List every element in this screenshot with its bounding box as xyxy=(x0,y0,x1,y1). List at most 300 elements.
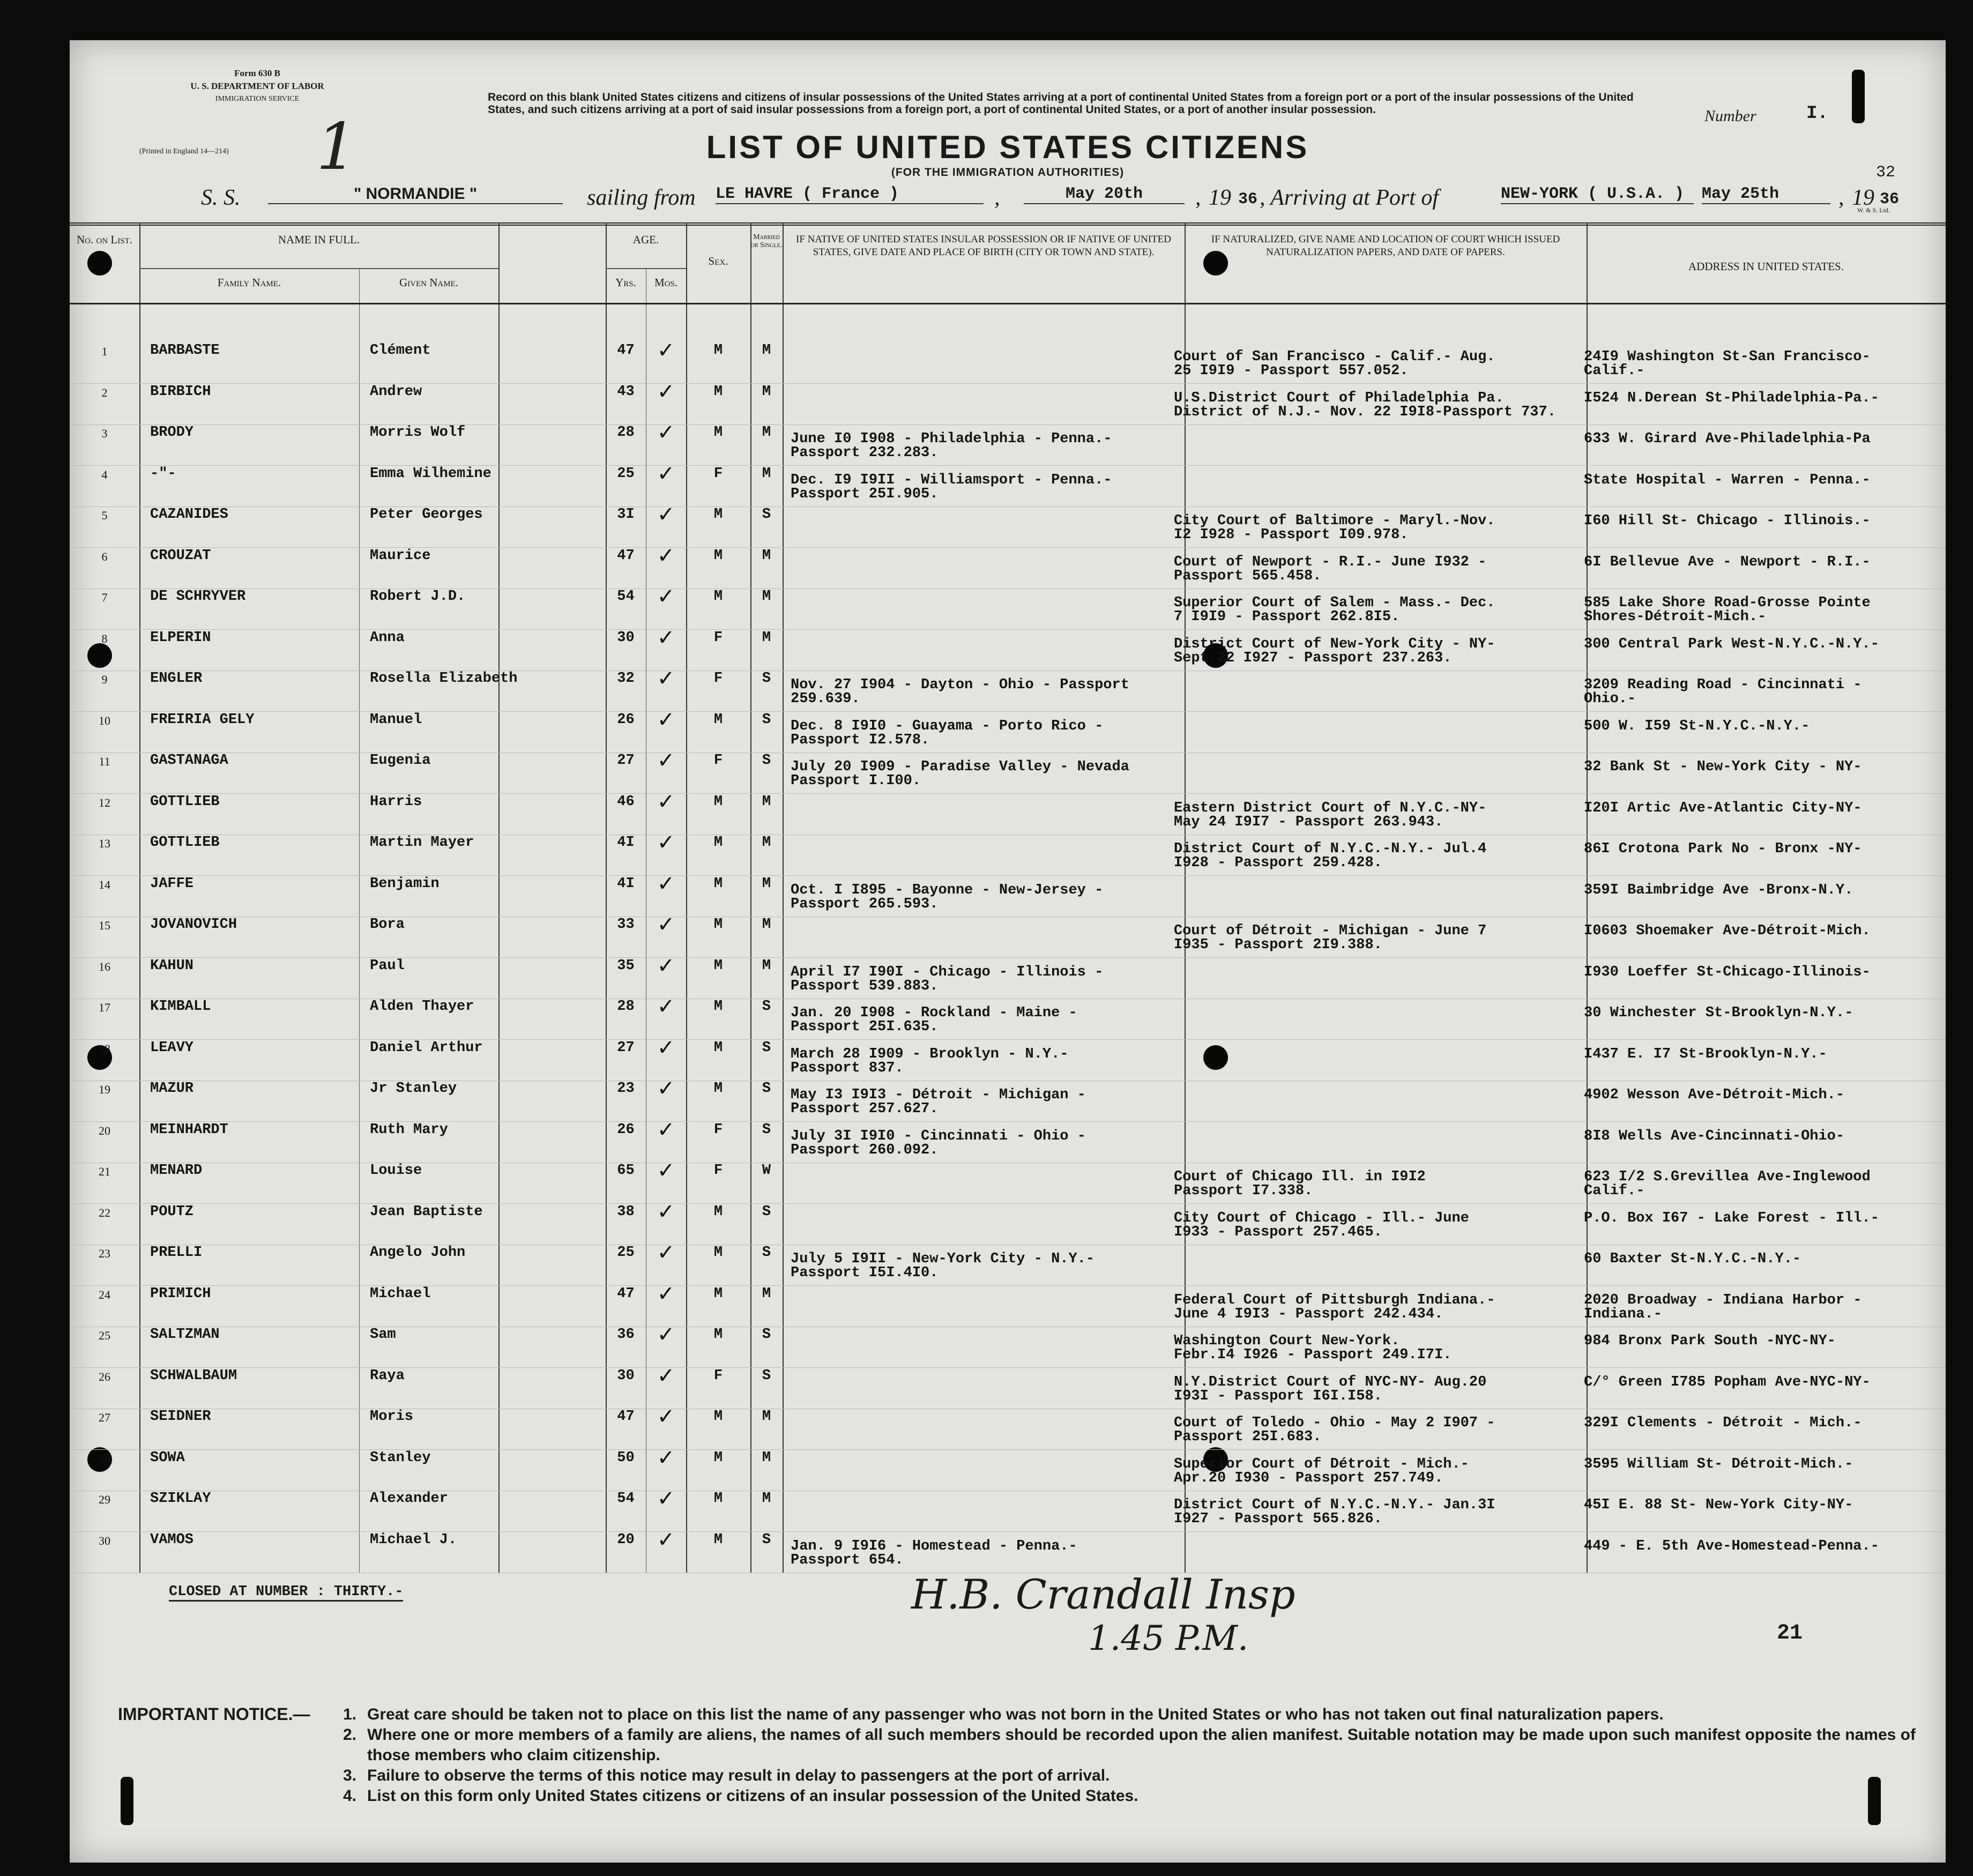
table-row xyxy=(70,1158,1946,1203)
table-row xyxy=(70,1035,1946,1081)
cell-ms: M xyxy=(762,1491,771,1507)
table-row xyxy=(70,871,1946,917)
cell-yrs: 4I xyxy=(617,835,635,851)
cell-birth-line: April I7 I90I - Chicago - Illinois - xyxy=(791,964,1104,980)
cell-mos: ✓ xyxy=(657,543,675,568)
cell-sex: M xyxy=(713,999,723,1015)
cell-birth-line: Passport 260.092. xyxy=(791,1142,939,1158)
cell-ms: M xyxy=(762,957,771,974)
cell-sex: M xyxy=(713,793,723,810)
cell-addr-line: 86I Crotona Park No - Bronx -NY- xyxy=(1584,841,1862,857)
header-given-name: Given Name. xyxy=(399,276,458,289)
year-to: 36 xyxy=(1880,190,1900,209)
cell-family: FREIRIA GELY xyxy=(150,711,255,728)
cell-mos: ✓ xyxy=(657,1527,675,1552)
cell-addr-line: 24I9 Washington St-San Francisco- xyxy=(1584,349,1871,365)
cell-mos: ✓ xyxy=(657,1322,675,1347)
cell-yrs: 33 xyxy=(617,917,635,933)
cell-nat-line: Apr.20 I930 - Passport 257.749. xyxy=(1174,1470,1443,1486)
cell-family: POUTZ xyxy=(150,1203,194,1220)
cell-addr-line: 585 Lake Shore Road-Grosse Pointe xyxy=(1584,595,1871,611)
cell-yrs: 25 xyxy=(617,465,635,482)
cell-nat-line: Court of Détroit - Michigan - June 7 xyxy=(1174,923,1487,939)
cell-family: SALTZMAN xyxy=(150,1327,220,1343)
number-label: Number xyxy=(1704,107,1756,125)
cell-given: Sam xyxy=(370,1327,396,1343)
cell-given: Martin Mayer xyxy=(370,835,474,851)
cell-addr-line: 2020 Broadway - Indiana Harbor - xyxy=(1584,1292,1862,1308)
cell-sex: F xyxy=(713,671,723,687)
cell-sex: M xyxy=(713,1409,723,1425)
cell-no: 1 xyxy=(101,345,108,358)
cell-mos: ✓ xyxy=(657,461,675,486)
cell-sex: F xyxy=(713,1163,723,1179)
cell-given: Daniel Arthur xyxy=(370,1039,483,1056)
cell-family: BRODY xyxy=(150,425,194,441)
cell-yrs: 38 xyxy=(617,1203,635,1220)
cell-mos: ✓ xyxy=(657,1281,675,1306)
cell-ms: M xyxy=(762,835,771,851)
form-number: Form 630 B xyxy=(234,68,280,78)
port-to: NEW-YORK ( U.S.A. ) xyxy=(1501,185,1694,204)
table-row xyxy=(70,748,1946,793)
cell-sex: M xyxy=(713,547,723,564)
cell-mos: ✓ xyxy=(657,994,675,1019)
cell-ms: M xyxy=(762,589,771,605)
cell-family: ENGLER xyxy=(150,671,203,687)
cell-nat-line: June 4 I9I3 - Passport 242.434. xyxy=(1174,1306,1443,1322)
cell-no: 5 xyxy=(101,509,108,522)
cell-ms: M xyxy=(762,1409,771,1425)
cell-sex: F xyxy=(713,1121,723,1138)
cell-nat-line: District Court of N.Y.C.-N.Y.- Jan.3I xyxy=(1174,1497,1495,1513)
cell-yrs: 28 xyxy=(617,999,635,1015)
cell-no: 21 xyxy=(99,1165,110,1178)
table-top-rule xyxy=(70,222,1946,226)
cell-mos: ✓ xyxy=(657,748,675,773)
cell-ms: W xyxy=(762,1163,771,1179)
cell-nat-line: Superior Court of Salem - Mass.- Dec. xyxy=(1174,595,1495,611)
year-prefix-arrival: 19 xyxy=(1852,185,1874,210)
cell-no: 28 xyxy=(99,1451,110,1465)
header-married-single: Married or Single. xyxy=(750,233,783,249)
table-row xyxy=(70,1076,1946,1121)
binder-bar xyxy=(121,1777,133,1825)
header-name-in-full: NAME IN FULL. xyxy=(278,233,360,246)
cell-nat-line: I2 I928 - Passport I09.978. xyxy=(1174,527,1409,543)
table-row xyxy=(70,584,1946,629)
cell-sex: F xyxy=(713,753,723,769)
cell-no: 15 xyxy=(99,919,110,932)
cell-ms: S xyxy=(762,711,771,728)
cell-given: Clément xyxy=(370,343,431,359)
cell-sex: M xyxy=(713,383,723,400)
cell-birth-line: Oct. I I895 - Bayonne - New-Jersey - xyxy=(791,882,1104,898)
year-prefix: 19 xyxy=(1209,185,1231,210)
header-rule xyxy=(139,268,498,269)
header-age: AGE. xyxy=(632,233,659,246)
page-subtitle: (FOR THE IMMIGRATION AUTHORITIES) xyxy=(891,166,1125,178)
cell-family: JAFFE xyxy=(150,875,194,892)
cell-no: 17 xyxy=(99,1001,110,1014)
inspector-signature: H.B. Crandall Insp xyxy=(911,1570,1296,1618)
table-row xyxy=(70,789,1946,835)
cell-sex: M xyxy=(713,1285,723,1302)
cell-no: 16 xyxy=(99,959,110,973)
cell-ms: M xyxy=(762,875,771,892)
cell-nat-line: District Court of N.Y.C.-N.Y.- Jul.4 xyxy=(1174,841,1487,857)
cell-addr-line: State Hospital - Warren - Penna.- xyxy=(1584,472,1871,488)
cell-addr-line: 623 I/2 S.Grevillea Ave-Inglewood xyxy=(1584,1169,1871,1185)
cell-yrs: 23 xyxy=(617,1081,635,1097)
table-row xyxy=(70,912,1946,957)
cell-yrs: 54 xyxy=(617,589,635,605)
cell-given: Paul xyxy=(370,957,405,974)
header-naturalization: IF NATURALIZED, GIVE NAME AND LOCATION OF COURT WHICH ISSUED NATURALIZATION PAPERS, AND DATE OF PAPERS. xyxy=(1211,234,1560,258)
printer-mark: W. & S. Ltd. xyxy=(1857,206,1890,214)
cell-yrs: 27 xyxy=(617,753,635,769)
cell-no: 23 xyxy=(99,1247,110,1260)
cell-addr-line: 32 Bank St - New-York City - NY- xyxy=(1584,759,1862,775)
binder-bar xyxy=(1852,70,1865,123)
cell-ms: S xyxy=(762,999,771,1015)
cell-given: Rosella Elizabeth xyxy=(370,671,518,687)
cell-nat-line: District of N.J.- Nov. 22 I9I8-Passport 737. xyxy=(1174,404,1556,420)
cell-yrs: 35 xyxy=(617,957,635,974)
cell-sex: M xyxy=(713,835,723,851)
cell-birth-line: Passport 25I.905. xyxy=(791,486,939,502)
cell-yrs: 43 xyxy=(617,383,635,400)
ss-label: S. S. xyxy=(201,185,241,210)
cell-ms: M xyxy=(762,547,771,564)
cell-yrs: 25 xyxy=(617,1245,635,1261)
cell-birth-line: Passport I2.578. xyxy=(791,732,930,748)
service: IMMIGRATION SERVICE xyxy=(215,95,300,103)
table-row xyxy=(70,666,1946,711)
cell-yrs: 28 xyxy=(617,425,635,441)
cell-given: Alexander xyxy=(370,1491,448,1507)
cell-ms: S xyxy=(762,753,771,769)
cell-sex: M xyxy=(713,507,723,523)
cell-ms: M xyxy=(762,793,771,810)
cell-family: MAZUR xyxy=(150,1081,194,1097)
cell-family: MENARD xyxy=(150,1163,203,1179)
cell-nat-line: Washington Court New-York. xyxy=(1174,1333,1400,1349)
cell-nat-line: I928 - Passport 259.428. xyxy=(1174,855,1382,871)
cell-no: 29 xyxy=(99,1493,110,1506)
cell-mos: ✓ xyxy=(657,1117,675,1142)
cell-yrs: 3I xyxy=(617,507,635,523)
cell-sex: M xyxy=(713,1531,723,1548)
cell-addr-line: I437 E. I7 St-Brooklyn-N.Y.- xyxy=(1584,1046,1827,1062)
cell-birth-line: Dec. I9 I9II - Williamsport - Penna.- xyxy=(791,472,1112,488)
cell-nat-line: Passport I7.338. xyxy=(1174,1183,1313,1199)
signature-time: 1.45 P.M. xyxy=(1088,1619,1249,1658)
cell-nat-line: May 24 I9I7 - Passport 263.943. xyxy=(1174,814,1443,830)
cell-no: 30 xyxy=(99,1533,110,1547)
cell-addr-line: Calif.- xyxy=(1584,1183,1645,1199)
cell-family: CROUZAT xyxy=(150,547,211,564)
cell-family: KIMBALL xyxy=(150,999,211,1015)
cell-sex: M xyxy=(713,1081,723,1097)
cell-sex: M xyxy=(713,343,723,359)
binder-hole xyxy=(87,251,112,276)
cell-yrs: 47 xyxy=(617,1285,635,1302)
cell-birth-line: March 28 I909 - Brooklyn - N.Y.- xyxy=(791,1046,1069,1062)
cell-mos: ✓ xyxy=(657,420,675,445)
cell-mos: ✓ xyxy=(657,625,675,650)
cell-family: PRIMICH xyxy=(150,1285,211,1302)
cell-nat-line: 7 I9I9 - Passport 262.8I5. xyxy=(1174,609,1400,625)
cell-ms: M xyxy=(762,343,771,359)
cell-mos: ✓ xyxy=(657,1158,675,1183)
table-row xyxy=(70,953,1946,999)
ship-name: " NORMANDIE " xyxy=(268,185,563,204)
table-row xyxy=(70,1486,1946,1531)
cell-no: 11 xyxy=(99,755,110,768)
cell-ms: M xyxy=(762,629,771,646)
cell-given: Andrew xyxy=(370,383,422,400)
cell-yrs: 54 xyxy=(617,1491,635,1507)
cell-family: VAMOS xyxy=(150,1531,194,1548)
sheet-number: 21 xyxy=(1777,1621,1803,1646)
cell-sex: F xyxy=(713,1367,723,1384)
cell-nat-line: District Court of New-York City - NY- xyxy=(1174,636,1495,652)
cell-birth-line: 259.639. xyxy=(791,691,860,707)
form-identification xyxy=(134,67,381,106)
cell-yrs: 30 xyxy=(617,629,635,646)
cell-birth-line: Jan. 20 I908 - Rockland - Maine - xyxy=(791,1005,1077,1021)
cell-nat-line: I927 - Passport 565.826. xyxy=(1174,1511,1382,1527)
cell-yrs: 50 xyxy=(617,1449,635,1466)
cell-mos: ✓ xyxy=(657,707,675,732)
cell-yrs: 32 xyxy=(617,671,635,687)
cell-birth-line: Passport I.I00. xyxy=(791,773,921,789)
cell-no: 24 xyxy=(99,1287,110,1301)
cell-mos: ✓ xyxy=(657,1363,675,1388)
cell-addr-line: 8I8 Wells Ave-Cincinnati-Ohio- xyxy=(1584,1128,1845,1144)
table-row xyxy=(70,1404,1946,1449)
cell-family: SCHWALBAUM xyxy=(150,1367,237,1384)
table-row xyxy=(70,994,1946,1039)
cell-birth-line: Passport 837. xyxy=(791,1060,904,1076)
table-row xyxy=(70,1199,1946,1245)
cell-yrs: 36 xyxy=(617,1327,635,1343)
cell-mos: ✓ xyxy=(657,789,675,814)
cell-yrs: 46 xyxy=(617,793,635,810)
cell-birth-line: Dec. 8 I9I0 - Guayama - Porto Rico - xyxy=(791,718,1104,734)
cell-mos: ✓ xyxy=(657,871,675,896)
cell-given: Raya xyxy=(370,1367,405,1384)
cell-nat-line: Eastern District Court of N.Y.C.-NY- xyxy=(1174,800,1487,816)
table-row xyxy=(70,1117,1946,1163)
cell-sex: F xyxy=(713,629,723,646)
cell-mos: ✓ xyxy=(657,1445,675,1470)
cell-nat-line: Court of Chicago Ill. in I9I2 xyxy=(1174,1169,1426,1185)
cell-addr-line: I20I Artic Ave-Atlantic City-NY- xyxy=(1584,800,1862,816)
cell-no: 4 xyxy=(101,467,108,481)
cell-family: SEIDNER xyxy=(150,1409,211,1425)
cell-no: 26 xyxy=(99,1369,110,1383)
cell-nat-line: Federal Court of Pittsburgh Indiana.- xyxy=(1174,1292,1495,1308)
cell-given: Robert J.D. xyxy=(370,589,466,605)
cell-birth-line: Passport 25I.635. xyxy=(791,1019,939,1035)
cell-addr-line: Shores-Détroit-Mich.- xyxy=(1584,609,1767,625)
cell-nat-line: Court of Toledo - Ohio - May 2 I907 - xyxy=(1174,1415,1495,1431)
cell-family: JOVANOVICH xyxy=(150,917,237,933)
cell-no: 3 xyxy=(101,427,108,440)
cell-family: MEINHARDT xyxy=(150,1121,228,1138)
cell-sex: M xyxy=(713,1449,723,1466)
table-row xyxy=(70,1363,1946,1409)
cell-ms: S xyxy=(762,1531,771,1548)
table-row xyxy=(70,461,1946,507)
cell-addr-line: 359I Baimbridge Ave -Bronx-N.Y. xyxy=(1584,882,1853,898)
header-no-on-list: No. on List. xyxy=(77,233,132,246)
cell-ms: M xyxy=(762,465,771,482)
cell-given: Moris xyxy=(370,1409,414,1425)
cell-birth-line: May I3 I9I3 - Détroit - Michigan - xyxy=(791,1087,1086,1103)
notice-label: IMPORTANT NOTICE.— xyxy=(118,1704,310,1724)
cell-mos: ✓ xyxy=(657,1486,675,1511)
department: U. S. DEPARTMENT OF LABOR xyxy=(190,81,324,91)
cell-family: KAHUN xyxy=(150,957,194,974)
cell-addr-line: 6I Bellevue Ave - Newport - R.I.- xyxy=(1584,554,1871,570)
cell-yrs: 4I xyxy=(617,875,635,892)
cell-nat-line: N.Y.District Court of NYC-NY- Aug.20 xyxy=(1174,1374,1487,1390)
cell-given: Angelo John xyxy=(370,1245,466,1261)
cell-family: DE SCHRYVER xyxy=(150,589,246,605)
cell-given: Michael J. xyxy=(370,1531,457,1548)
cell-birth-line: Passport 257.627. xyxy=(791,1101,939,1117)
cell-nat-line: Sept.22 I927 - Passport 237.263. xyxy=(1174,650,1452,666)
cell-mos: ✓ xyxy=(657,830,675,855)
cell-addr-line: 500 W. I59 St-N.Y.C.-N.Y.- xyxy=(1584,718,1810,734)
cell-no: 20 xyxy=(99,1123,110,1137)
notice-item: 4. List on this form only United States citizens or citizens of an insular possession of the United States. xyxy=(343,1787,1138,1805)
cell-birth-line: June I0 I908 - Philadelphia - Penna.- xyxy=(791,431,1112,447)
cell-yrs: 26 xyxy=(617,711,635,728)
cell-no: 7 xyxy=(101,591,108,604)
date-to: May 25th xyxy=(1702,185,1830,204)
cell-addr-line: 30 Winchester St-Brooklyn-N.Y.- xyxy=(1584,1005,1853,1021)
cell-mos: ✓ xyxy=(657,338,675,363)
cell-yrs: 65 xyxy=(617,1163,635,1179)
cell-nat-line: Passport 25I.683. xyxy=(1174,1429,1322,1445)
cell-given: Emma Wilhemine xyxy=(370,465,492,482)
cell-nat-line: Superior Court of Détroit - Mich.- xyxy=(1174,1456,1469,1472)
cell-addr-line: 3209 Reading Road - Cincinnati - xyxy=(1584,677,1862,693)
cell-birth-line: Passport 654. xyxy=(791,1552,904,1568)
cell-mos: ✓ xyxy=(657,1404,675,1429)
cell-addr-line: 60 Baxter St-N.Y.C.-N.Y.- xyxy=(1584,1251,1801,1267)
cell-mos: ✓ xyxy=(657,953,675,978)
table-row xyxy=(70,830,1946,875)
cell-mos: ✓ xyxy=(657,666,675,691)
cell-ms: S xyxy=(762,1327,771,1343)
cell-addr-line: I60 Hill St- Chicago - Illinois.- xyxy=(1584,513,1871,529)
cell-addr-line: 3595 William St- Détroit-Mich.- xyxy=(1584,1456,1853,1472)
cell-no: 10 xyxy=(99,713,110,727)
cell-given: Louise xyxy=(370,1163,422,1179)
cell-nat-line: City Court of Baltimore - Maryl.-Nov. xyxy=(1174,513,1495,529)
notice-item: 1. Great care should be taken not to place on this list the name of any passenger who was not born in the United States or who has not taken out final naturalization papers. xyxy=(343,1706,1664,1723)
cell-no: 2 xyxy=(101,385,108,399)
cell-sex: M xyxy=(713,917,723,933)
cell-nat-line: Febr.I4 I926 - Passport 249.I7I. xyxy=(1174,1347,1452,1363)
cell-mos: ✓ xyxy=(657,1199,675,1224)
table-row xyxy=(70,1281,1946,1327)
cell-given: Michael xyxy=(370,1285,431,1302)
year-from: 36 xyxy=(1238,190,1258,209)
cell-family: GOTTLIEB xyxy=(150,793,220,810)
cell-mos: ✓ xyxy=(657,912,675,937)
cell-no: 9 xyxy=(101,673,108,686)
cell-ms: M xyxy=(762,1285,771,1302)
cell-ms: S xyxy=(762,671,771,687)
table-row xyxy=(70,338,1946,383)
cell-birth-line: Passport 539.883. xyxy=(791,978,939,994)
cell-sex: F xyxy=(713,465,723,482)
cell-nat-line: Court of Newport - R.I.- June I932 - xyxy=(1174,554,1487,570)
cell-family: BARBASTE xyxy=(150,343,220,359)
cell-addr-line: 633 W. Girard Ave-Philadelphia-Pa xyxy=(1584,431,1871,447)
notice-item: 2. Where one or more members of a family are aliens, the names of all such members should be recorded upon the alien manifest. Suitable notation may be made upon such manifest opposite the names of those members who claim citizenship. xyxy=(343,1726,1916,1764)
cell-ms: M xyxy=(762,425,771,441)
cell-given: Maurice xyxy=(370,547,431,564)
date-from: May 20th xyxy=(1024,185,1185,204)
clerk-mark: 1 xyxy=(316,110,358,184)
cell-sex: M xyxy=(713,1203,723,1220)
cell-given: Benjamin xyxy=(370,875,440,892)
cell-no: 6 xyxy=(101,549,108,563)
cell-ms: S xyxy=(762,507,771,523)
cell-no: 27 xyxy=(99,1411,110,1424)
cell-addr-line: C/° Green I785 Popham Ave-NYC-NY- xyxy=(1584,1374,1871,1390)
cell-given: Jr Stanley xyxy=(370,1081,457,1097)
cell-sex: M xyxy=(713,1039,723,1056)
cell-given: Harris xyxy=(370,793,422,810)
table-row xyxy=(70,1445,1946,1491)
cell-sex: M xyxy=(713,875,723,892)
cell-yrs: 47 xyxy=(617,343,635,359)
arriving-label: , Arriving at Port of xyxy=(1260,185,1439,210)
cell-given: Anna xyxy=(370,629,405,646)
cell-ms: S xyxy=(762,1039,771,1056)
header-rule xyxy=(606,268,686,269)
cell-no: 22 xyxy=(99,1205,110,1219)
cell-given: Jean Baptiste xyxy=(370,1203,483,1220)
cell-addr-line: Indiana.- xyxy=(1584,1306,1662,1322)
cell-yrs: 47 xyxy=(617,547,635,564)
cell-addr-line: P.O. Box I67 - Lake Forest - Ill.- xyxy=(1584,1210,1879,1226)
table-row xyxy=(70,420,1946,465)
cell-family: GASTANAGA xyxy=(150,753,228,769)
preamble: Record on this blank United States citizens and citizens of insular possessions of the United States arriving at a port of continental United States from a foreign port or a port of the insular possessions of the United States, and such citizens arriving at a port of said insular possessions from a foreign port, a port of continental United States, or a port of another insular possession. xyxy=(488,91,1634,116)
cell-yrs: 20 xyxy=(617,1531,635,1548)
cell-yrs: 47 xyxy=(617,1409,635,1425)
cell-nat-line: 25 I9I9 - Passport 557.052. xyxy=(1174,363,1409,379)
cell-no: 12 xyxy=(99,795,110,809)
cell-nat-line: Court of San Francisco - Calif.- Aug. xyxy=(1174,349,1495,365)
cell-addr-line: I524 N.Derean St-Philadelphia-Pa.- xyxy=(1584,390,1879,406)
cell-family: -"- xyxy=(150,465,176,482)
cell-ms: M xyxy=(762,1449,771,1466)
closing-statement: CLOSED AT NUMBER : THIRTY.- xyxy=(169,1584,403,1602)
cell-sex: M xyxy=(713,711,723,728)
header-yrs: Yrs. xyxy=(615,276,636,289)
cell-given: Manuel xyxy=(370,711,422,728)
